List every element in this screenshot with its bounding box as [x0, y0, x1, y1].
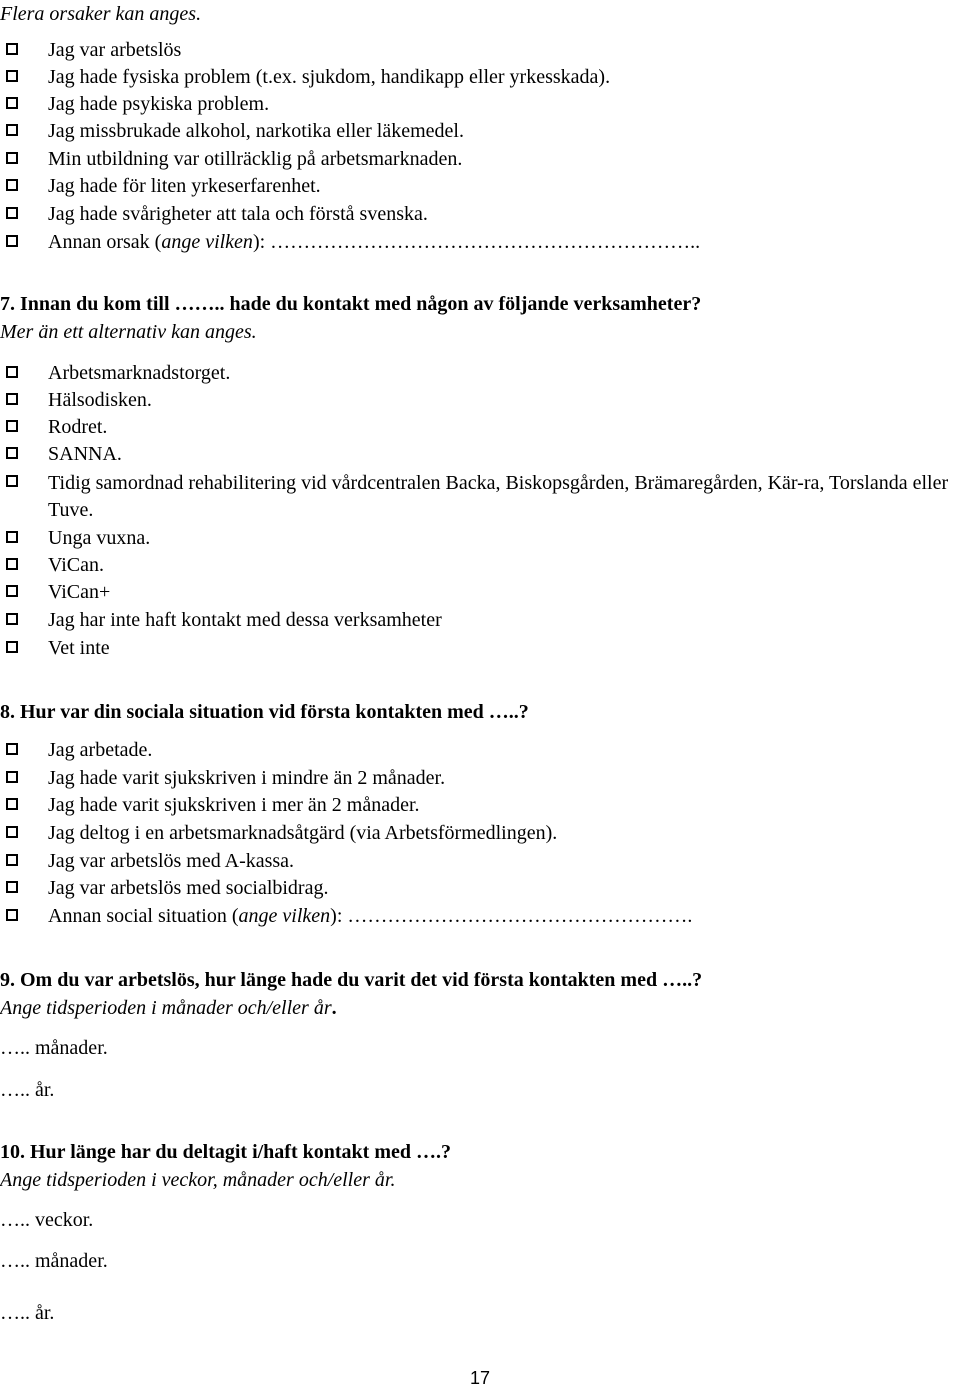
answer-years-field[interactable]: ….. år.: [0, 1079, 55, 1101]
checkbox-icon[interactable]: [6, 798, 18, 810]
checkbox-icon[interactable]: [6, 613, 18, 625]
question-10: 10. Hur länge har du deltagit i/haft kontakt med ….?: [0, 1141, 451, 1163]
question-7-note: Mer än ett alternativ kan anges.: [0, 321, 257, 343]
checkbox-icon[interactable]: [6, 475, 18, 487]
checkbox-icon[interactable]: [6, 909, 18, 921]
answer-months-field[interactable]: ….. månader.: [0, 1250, 108, 1272]
checkbox-icon[interactable]: [6, 152, 18, 164]
answer-years-field[interactable]: ….. år.: [0, 1302, 55, 1324]
checkbox-icon[interactable]: [6, 70, 18, 82]
checkbox-icon[interactable]: [6, 641, 18, 653]
checkbox-icon[interactable]: [6, 743, 18, 755]
checkbox-icon[interactable]: [6, 420, 18, 432]
checkbox-icon[interactable]: [6, 207, 18, 219]
checkbox-icon[interactable]: [6, 531, 18, 543]
checkbox-icon[interactable]: [6, 43, 18, 55]
answer-months-field[interactable]: ….. månader.: [0, 1037, 108, 1059]
checkbox-icon[interactable]: [6, 393, 18, 405]
question-9: 9. Om du var arbetslös, hur länge hade du varit det vid första kontakten med …..?: [0, 969, 703, 991]
checkbox-icon[interactable]: [6, 558, 18, 570]
question-10-note: Ange tidsperioden i veckor, månader och/eller år.: [0, 1169, 396, 1191]
checkbox-icon[interactable]: [6, 771, 18, 783]
question-9-note: Ange tidsperioden i månader och/eller år.: [0, 997, 337, 1019]
answer-weeks-field[interactable]: ….. veckor.: [0, 1209, 94, 1231]
checkbox-icon[interactable]: [6, 97, 18, 109]
intro-note: Flera orsaker kan anges.: [0, 3, 202, 25]
question-7: 7. Innan du kom till …….. hade du kontakt med någon av följande verksamheter?: [0, 293, 702, 315]
checkbox-icon[interactable]: [6, 179, 18, 191]
checkbox-icon[interactable]: [6, 447, 18, 459]
checkbox-icon[interactable]: [6, 826, 18, 838]
checkbox-icon[interactable]: [6, 854, 18, 866]
checkbox-icon[interactable]: [6, 235, 18, 247]
checkbox-icon[interactable]: [6, 124, 18, 136]
checkbox-icon[interactable]: [6, 881, 18, 893]
checkbox-icon[interactable]: [6, 366, 18, 378]
page-number: 17: [469, 1368, 491, 1388]
question-8: 8. Hur var din sociala situation vid första kontakten med …..?: [0, 701, 529, 723]
checkbox-icon[interactable]: [6, 585, 18, 597]
